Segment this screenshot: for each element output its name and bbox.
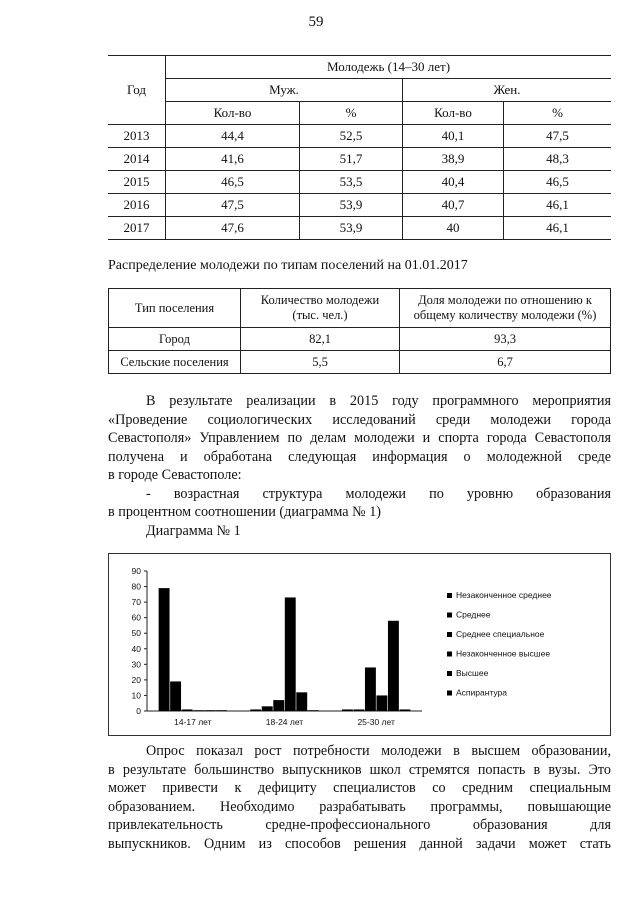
y-tick-label: 40 <box>131 643 141 654</box>
year-header: Год <box>108 56 166 125</box>
youth-share-header-line2: общему количеству молодежи (%) <box>413 308 597 322</box>
bar <box>250 709 261 711</box>
female-percent-cell: 46,5 <box>504 171 612 194</box>
male-count-cell: 41,6 <box>166 148 300 171</box>
legend-label: Незаконченное высшее <box>456 648 551 659</box>
y-tick-label: 80 <box>131 581 141 592</box>
bar <box>365 667 376 711</box>
bar <box>205 710 216 711</box>
male-percent-cell: 53,9 <box>300 217 403 240</box>
y-tick-label: 90 <box>131 566 141 576</box>
male-count-cell: 46,5 <box>166 171 300 194</box>
paragraph-line: может привести к дефициту специалистов со средним специальным <box>108 780 611 796</box>
youth-count-header-line2: (тыс. чел.) <box>292 308 348 322</box>
table-row <box>108 171 611 194</box>
male-count-header: Кол-во <box>166 102 300 125</box>
table-row <box>108 125 611 148</box>
paragraph-line: выпускников. Одним из способов решения данной задачи может стать <box>108 835 611 852</box>
youth-count-cell: 82,1 <box>241 328 400 351</box>
paragraph-line: привлекательность средне-профессионального образования для <box>108 817 611 833</box>
bar <box>273 700 284 711</box>
diagram-label: Диаграмма № 1 <box>146 522 241 539</box>
bar <box>353 709 364 711</box>
bar <box>193 710 204 711</box>
legend-label: Незаконченное среднее <box>456 590 552 600</box>
x-tick-label: 18-24 лет <box>265 717 304 727</box>
bar <box>342 709 353 711</box>
youth-count-cell: 5,5 <box>241 351 400 374</box>
legend-swatch <box>447 652 452 657</box>
female-count-cell: 40 <box>403 217 504 240</box>
bar <box>159 588 170 711</box>
paragraph-line: Севастополя» Управлением по делам молодежи и спорта города Севастополя <box>108 430 611 446</box>
settlement-type-cell: Город <box>109 328 241 351</box>
legend-swatch <box>447 632 452 637</box>
settlement-type-cell: Сельские поселения <box>109 351 241 374</box>
paragraph-2 <box>108 742 611 853</box>
male-percent-header: % <box>300 102 403 125</box>
y-tick-label: 30 <box>131 659 141 670</box>
female-percent-cell: 46,1 <box>504 217 612 240</box>
legend-swatch <box>447 691 452 696</box>
youth-group-header: Молодежь (14–30 лет) <box>166 56 612 79</box>
male-percent-cell: 52,5 <box>300 125 403 148</box>
female-count-cell: 40,1 <box>403 125 504 148</box>
male-count-cell: 47,6 <box>166 217 300 240</box>
bar <box>296 692 307 711</box>
female-percent-header: % <box>504 102 612 125</box>
year-cell: 2017 <box>108 217 166 240</box>
youth-share-header-line1: Доля молодежи по отношению к <box>418 293 592 307</box>
bar <box>216 710 227 711</box>
male-header: Муж. <box>166 79 403 102</box>
year-cell: 2015 <box>108 171 166 194</box>
legend-swatch <box>447 613 452 618</box>
bar <box>388 621 399 711</box>
x-tick-label: 14-17 лет <box>174 717 212 727</box>
legend-swatch <box>447 593 452 598</box>
youth-count-header <box>241 289 400 328</box>
section-title: Распределение молодежи по типам поселений на 01.01.2017 <box>108 258 468 273</box>
settlement-table <box>108 288 611 374</box>
education-chart <box>108 553 611 736</box>
legend-label: Аспирантура <box>456 687 508 698</box>
female-percent-cell: 46,1 <box>504 194 612 217</box>
y-tick-label: 50 <box>131 628 141 639</box>
legend-label: Высшее <box>456 668 489 678</box>
bar <box>182 709 193 711</box>
year-cell: 2013 <box>108 125 166 148</box>
table-row <box>109 351 611 374</box>
bar <box>285 597 296 711</box>
male-count-cell: 44,4 <box>166 125 300 148</box>
paragraph-line: получена и обработана следующая информация о молодежной среде <box>108 448 611 465</box>
year-cell: 2016 <box>108 194 166 217</box>
table-row <box>108 194 611 217</box>
bar <box>170 681 181 711</box>
bullet-line: в процентном соотношении (диаграмма № 1) <box>108 504 382 520</box>
y-tick-label: 10 <box>131 690 141 701</box>
male-percent-cell: 53,9 <box>300 194 403 217</box>
page-number: 59 <box>308 14 324 30</box>
female-percent-cell: 48,3 <box>504 148 612 171</box>
paragraph-line: Опрос показал рост потребности молодежи в высшем образовании, <box>146 743 611 759</box>
y-tick-label: 70 <box>131 597 141 608</box>
x-tick-label: 25-30 лет <box>357 717 395 727</box>
youth-share-header <box>400 289 611 328</box>
table-row <box>109 328 611 351</box>
bullet-line: - возрастная структура молодежи по уровню образования <box>146 485 611 502</box>
paragraph-line: образованием. Необходимо разрабатывать программы, повышающие <box>108 798 611 815</box>
table-row <box>108 148 611 171</box>
year-cell: 2014 <box>108 148 166 171</box>
paragraph-line: в результате большинство выпускников школ стремятся попасть в вузы. Это <box>108 761 611 778</box>
bar <box>262 706 273 711</box>
table-row <box>108 217 611 240</box>
male-percent-cell: 51,7 <box>300 148 403 171</box>
y-tick-label: 60 <box>131 612 141 623</box>
female-count-cell: 38,9 <box>403 148 504 171</box>
legend-swatch <box>447 671 452 676</box>
bar <box>308 710 319 711</box>
female-count-header: Кол-во <box>403 102 504 125</box>
legend-label: Среднее специальное <box>456 629 545 639</box>
female-header: Жен. <box>403 79 612 102</box>
female-percent-cell: 47,5 <box>504 125 612 148</box>
male-count-cell: 47,5 <box>166 194 300 217</box>
paragraph-line: В результате реализации в 2015 году программного мероприятия <box>146 393 611 409</box>
settlement-type-header: Тип поселения <box>109 289 241 328</box>
bar <box>376 695 387 711</box>
female-count-cell: 40,4 <box>403 171 504 194</box>
male-percent-cell: 53,5 <box>300 171 403 194</box>
youth-gender-table <box>108 55 611 240</box>
y-tick-label: 20 <box>131 674 141 685</box>
youth-count-header-line1: Количество молодежи <box>260 293 380 307</box>
paragraph-1 <box>108 392 611 540</box>
legend-label: Среднее <box>456 609 491 620</box>
chart-svg <box>109 554 612 737</box>
paragraph-line: в городе Севастополе: <box>108 467 242 483</box>
bar <box>399 709 410 711</box>
female-count-cell: 40,7 <box>403 194 504 217</box>
youth-share-cell: 93,3 <box>400 328 611 351</box>
y-tick-label: 0 <box>136 706 141 716</box>
youth-share-cell: 6,7 <box>400 351 611 374</box>
paragraph-line: «Проведение социологических исследований среди молодежи города <box>108 411 611 428</box>
